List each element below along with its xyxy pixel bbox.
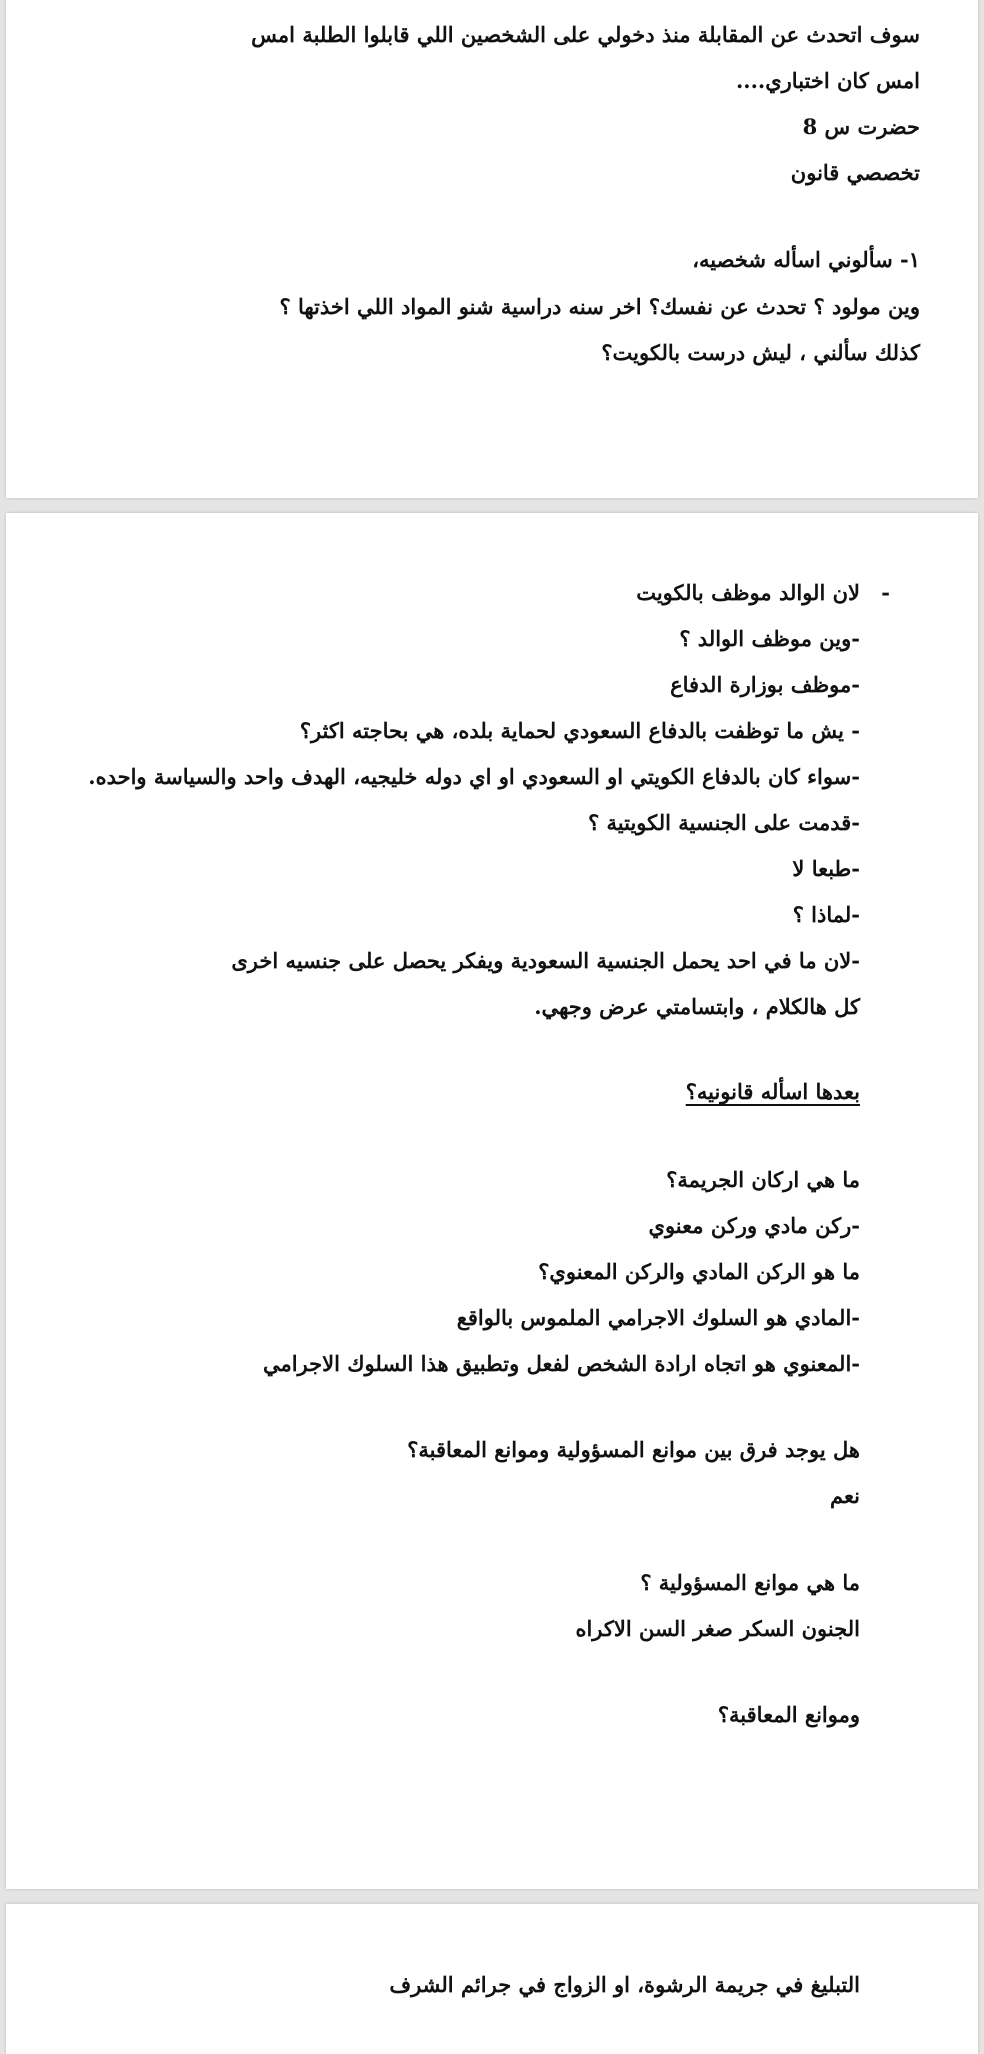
text-line: -موظف بوزارة الدفاع	[670, 672, 860, 697]
text-line: ما هي اركان الجريمة؟	[666, 1167, 860, 1192]
text-line: ما هي موانع المسؤولية ؟	[640, 1570, 860, 1595]
text-line: -المعنوي هو اتجاه ارادة الشخص لفعل وتطبيق هذا السلوك الاجرامي	[262, 1351, 860, 1376]
text-line: تخصصي قانون	[790, 160, 920, 185]
text-line: هل يوجد فرق بين موانع المسؤولية وموانع المعاقبة؟	[407, 1437, 860, 1462]
text-line: كل هالكلام ، وابتسامتي عرض وجهي.	[534, 994, 860, 1019]
section-heading: بعدها اسأله قانونيه؟	[685, 1079, 860, 1104]
text-line: سوف اتحدث عن المقابلة منذ دخولي على الشخصين اللي قابلوا الطلبة امس	[251, 22, 920, 47]
text-line: الجنون السكر صغر السن الاكراه	[575, 1616, 860, 1641]
text-line: حضرت س 8	[802, 114, 920, 139]
text-line: -لماذا ؟	[792, 902, 860, 927]
text-line: -المادي هو السلوك الاجرامي الملموس بالواقع	[456, 1305, 860, 1330]
text-line: -لان ما في احد يحمل الجنسية السعودية ويفكر يحصل على جنسيه اخرى	[231, 948, 860, 973]
text-line: نعم	[830, 1483, 860, 1508]
document-page-1	[6, 0, 978, 498]
text-line: وين مولود ؟ تحدث عن نفسك؟ اخر سنه دراسية شنو المواد اللي اخذتها ؟	[279, 294, 920, 319]
text-line: كذلك سألني ، ليش درست بالكويت؟	[601, 340, 920, 365]
text-line: - يش ما توظفت بالدفاع السعودي لحماية بلده، هي بحاجته اكثر؟	[299, 718, 860, 743]
text-line: وموانع المعاقبة؟	[717, 1702, 860, 1727]
text-line: ما هو الركن المادي والركن المعنوي؟	[538, 1259, 860, 1284]
document-page-3	[6, 1904, 978, 2054]
text-line: امس كان اختباري....	[735, 68, 920, 93]
text-line: لان الوالد موظف بالكويت	[636, 580, 860, 605]
text-line: التبليغ في جريمة الرشوة، او الزواج في جرائم الشرف	[389, 1972, 860, 1997]
bullet-marker: -	[881, 580, 890, 605]
document-page-2	[6, 513, 978, 1889]
text-line: -ركن مادي وركن معنوي	[648, 1213, 860, 1238]
text-line: -سواء كان بالدفاع الكويتي او السعودي او اي دوله خليجيه، الهدف واحد والسياسة واحده.	[88, 764, 860, 789]
numbered-item: ١- سألوني اسأله شخصيه،	[692, 247, 920, 272]
text-line: -قدمت على الجنسية الكويتية ؟	[588, 810, 860, 835]
text-line: -وين موظف الوالد ؟	[679, 626, 860, 651]
text-line: -طبعا لا	[792, 856, 860, 881]
